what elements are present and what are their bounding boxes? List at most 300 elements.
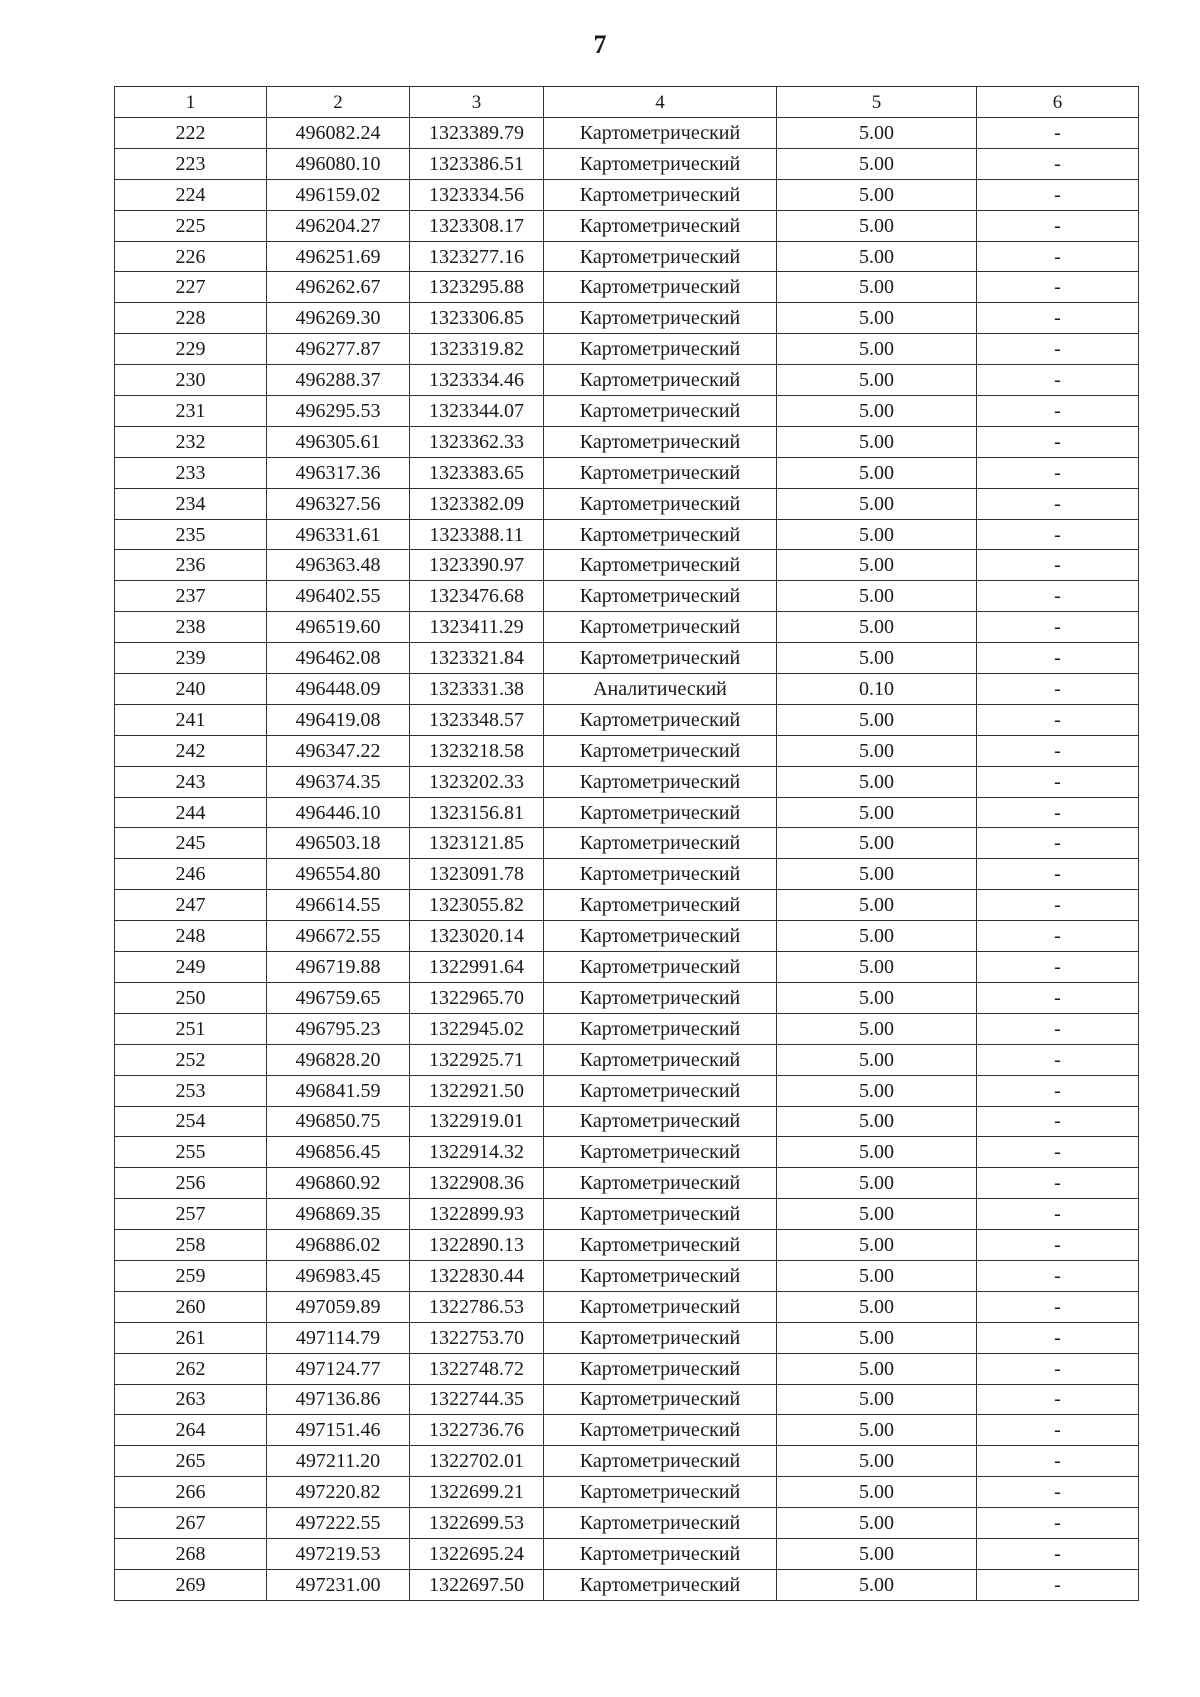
cell-point-number: 232 [115,426,267,457]
cell-point-number: 239 [115,643,267,674]
cell-note: - [977,952,1139,983]
cell-coordinate-x: 496841.59 [267,1075,410,1106]
cell-coordinate-x: 496082.24 [267,118,410,149]
cell-note: - [977,1384,1139,1415]
cell-coordinate-y: 1323334.46 [410,365,544,396]
cell-method: Картометрический [544,1075,777,1106]
cell-method: Картометрический [544,921,777,952]
cell-method: Картометрический [544,1477,777,1508]
header-row [115,87,1139,118]
cell-method: Картометрический [544,1508,777,1539]
cell-note: - [977,396,1139,427]
cell-point-number: 231 [115,396,267,427]
cell-coordinate-y: 1323334.56 [410,179,544,210]
table-row [115,1199,1139,1230]
cell-accuracy: 5.00 [777,118,977,149]
cell-point-number: 267 [115,1508,267,1539]
table-row [115,519,1139,550]
cell-coordinate-y: 1323218.58 [410,735,544,766]
cell-method: Картометрический [544,1199,777,1230]
table-row [115,1075,1139,1106]
cell-coordinate-y: 1323321.84 [410,643,544,674]
cell-accuracy: 5.00 [777,396,977,427]
cell-coordinate-x: 497231.00 [267,1569,410,1600]
cell-point-number: 246 [115,859,267,890]
cell-coordinate-y: 1322699.53 [410,1508,544,1539]
cell-coordinate-y: 1323386.51 [410,148,544,179]
cell-accuracy: 5.00 [777,952,977,983]
cell-accuracy: 5.00 [777,890,977,921]
table-row [115,581,1139,612]
cell-method: Картометрический [544,179,777,210]
cell-point-number: 262 [115,1353,267,1384]
cell-note: - [977,1106,1139,1137]
column-header-1: 1 [115,87,267,118]
cell-note: - [977,674,1139,705]
cell-method: Картометрический [544,1168,777,1199]
cell-coordinate-x: 496402.55 [267,581,410,612]
cell-note: - [977,1199,1139,1230]
cell-coordinate-x: 496856.45 [267,1137,410,1168]
table-row [115,1508,1139,1539]
cell-method: Картометрический [544,828,777,859]
cell-note: - [977,1013,1139,1044]
cell-coordinate-y: 1322919.01 [410,1106,544,1137]
table-row [115,982,1139,1013]
cell-coordinate-y: 1322695.24 [410,1538,544,1569]
cell-point-number: 237 [115,581,267,612]
cell-note: - [977,148,1139,179]
cell-coordinate-x: 496374.35 [267,766,410,797]
cell-accuracy: 5.00 [777,1013,977,1044]
cell-point-number: 233 [115,457,267,488]
cell-method: Картометрический [544,550,777,581]
cell-accuracy: 5.00 [777,365,977,396]
cell-coordinate-y: 1323348.57 [410,704,544,735]
cell-coordinate-x: 496204.27 [267,210,410,241]
table-row [115,1168,1139,1199]
cell-accuracy: 5.00 [777,704,977,735]
cell-accuracy: 5.00 [777,1538,977,1569]
cell-coordinate-y: 1323411.29 [410,612,544,643]
cell-coordinate-x: 497136.86 [267,1384,410,1415]
cell-point-number: 258 [115,1230,267,1261]
cell-method: Картометрический [544,210,777,241]
table-body [115,118,1139,1601]
cell-method: Картометрический [544,118,777,149]
cell-coordinate-y: 1322786.53 [410,1291,544,1322]
cell-coordinate-y: 1323295.88 [410,272,544,303]
cell-note: - [977,334,1139,365]
cell-accuracy: 5.00 [777,210,977,241]
table-row [115,1446,1139,1477]
cell-point-number: 229 [115,334,267,365]
cell-coordinate-y: 1322899.93 [410,1199,544,1230]
cell-point-number: 243 [115,766,267,797]
cell-note: - [977,1508,1139,1539]
cell-accuracy: 5.00 [777,797,977,828]
cell-point-number: 228 [115,303,267,334]
cell-point-number: 259 [115,1260,267,1291]
cell-coordinate-x: 496503.18 [267,828,410,859]
cell-method: Картометрический [544,766,777,797]
cell-coordinate-y: 1323020.14 [410,921,544,952]
cell-note: - [977,272,1139,303]
cell-point-number: 253 [115,1075,267,1106]
cell-point-number: 252 [115,1044,267,1075]
cell-point-number: 245 [115,828,267,859]
cell-note: - [977,1446,1139,1477]
cell-coordinate-x: 496672.55 [267,921,410,952]
cell-coordinate-x: 496159.02 [267,179,410,210]
cell-coordinate-x: 496519.60 [267,612,410,643]
table-row [115,612,1139,643]
cell-accuracy: 5.00 [777,488,977,519]
table-row [115,457,1139,488]
cell-method: Аналитический [544,674,777,705]
cell-note: - [977,1569,1139,1600]
cell-accuracy: 5.00 [777,1137,977,1168]
cell-accuracy: 5.00 [777,643,977,674]
cell-accuracy: 5.00 [777,334,977,365]
cell-coordinate-x: 496446.10 [267,797,410,828]
cell-method: Картометрический [544,581,777,612]
cell-coordinate-y: 1322753.70 [410,1322,544,1353]
cell-method: Картометрический [544,1384,777,1415]
cell-note: - [977,921,1139,952]
table-row [115,118,1139,149]
cell-accuracy: 5.00 [777,1199,977,1230]
cell-coordinate-y: 1322890.13 [410,1230,544,1261]
cell-method: Картометрический [544,272,777,303]
cell-method: Картометрический [544,1322,777,1353]
table-row [115,921,1139,952]
cell-accuracy: 5.00 [777,1260,977,1291]
cell-method: Картометрический [544,241,777,272]
cell-point-number: 265 [115,1446,267,1477]
cell-note: - [977,1538,1139,1569]
cell-coordinate-x: 497114.79 [267,1322,410,1353]
table-row [115,426,1139,457]
cell-accuracy: 5.00 [777,1075,977,1106]
table-row [115,1477,1139,1508]
cell-point-number: 225 [115,210,267,241]
cell-accuracy: 5.00 [777,1044,977,1075]
cell-accuracy: 5.00 [777,735,977,766]
cell-note: - [977,1353,1139,1384]
cell-coordinate-x: 496795.23 [267,1013,410,1044]
cell-accuracy: 5.00 [777,457,977,488]
cell-point-number: 250 [115,982,267,1013]
cell-coordinate-x: 496080.10 [267,148,410,179]
cell-note: - [977,1230,1139,1261]
table-row [115,148,1139,179]
cell-coordinate-x: 497220.82 [267,1477,410,1508]
cell-note: - [977,179,1139,210]
cell-coordinate-y: 1322945.02 [410,1013,544,1044]
cell-coordinate-y: 1323156.81 [410,797,544,828]
cell-coordinate-y: 1322699.21 [410,1477,544,1508]
cell-point-number: 255 [115,1137,267,1168]
cell-coordinate-y: 1323306.85 [410,303,544,334]
cell-method: Картометрический [544,704,777,735]
cell-method: Картометрический [544,797,777,828]
cell-accuracy: 5.00 [777,982,977,1013]
cell-coordinate-x: 496759.65 [267,982,410,1013]
cell-point-number: 238 [115,612,267,643]
cell-accuracy: 5.00 [777,272,977,303]
table-row [115,674,1139,705]
cell-note: - [977,1415,1139,1446]
cell-accuracy: 5.00 [777,1291,977,1322]
table-row [115,1230,1139,1261]
cell-note: - [977,704,1139,735]
cell-coordinate-x: 496327.56 [267,488,410,519]
cell-coordinate-y: 1322744.35 [410,1384,544,1415]
cell-note: - [977,1168,1139,1199]
column-header-6: 6 [977,87,1139,118]
cell-coordinate-y: 1323091.78 [410,859,544,890]
cell-note: - [977,457,1139,488]
cell-note: - [977,982,1139,1013]
table-row [115,396,1139,427]
table-row [115,1260,1139,1291]
table-row [115,1415,1139,1446]
cell-point-number: 240 [115,674,267,705]
cell-note: - [977,643,1139,674]
cell-point-number: 241 [115,704,267,735]
cell-note: - [977,550,1139,581]
cell-coordinate-x: 496828.20 [267,1044,410,1075]
table-row [115,179,1139,210]
cell-coordinate-y: 1322925.71 [410,1044,544,1075]
cell-point-number: 268 [115,1538,267,1569]
table-row [115,1013,1139,1044]
cell-method: Картометрический [544,1137,777,1168]
cell-point-number: 251 [115,1013,267,1044]
cell-coordinate-x: 496262.67 [267,272,410,303]
cell-coordinate-y: 1323476.68 [410,581,544,612]
cell-method: Картометрический [544,1538,777,1569]
cell-point-number: 249 [115,952,267,983]
cell-note: - [977,890,1139,921]
cell-coordinate-y: 1322921.50 [410,1075,544,1106]
cell-method: Картометрический [544,1013,777,1044]
cell-method: Картометрический [544,1260,777,1291]
page-number: 7 [593,30,607,59]
cell-coordinate-y: 1323389.79 [410,118,544,149]
cell-coordinate-x: 496331.61 [267,519,410,550]
table-row [115,1538,1139,1569]
cell-coordinate-y: 1323308.17 [410,210,544,241]
cell-coordinate-y: 1322748.72 [410,1353,544,1384]
table-row [115,272,1139,303]
table-row [115,1569,1139,1600]
cell-coordinate-x: 497222.55 [267,1508,410,1539]
cell-coordinate-y: 1323331.38 [410,674,544,705]
table-row [115,241,1139,272]
cell-coordinate-y: 1323388.11 [410,519,544,550]
table-row [115,1353,1139,1384]
table-row [115,488,1139,519]
cell-accuracy: 5.00 [777,179,977,210]
cell-accuracy: 5.00 [777,1230,977,1261]
cell-method: Картометрический [544,148,777,179]
cell-point-number: 223 [115,148,267,179]
cell-note: - [977,210,1139,241]
cell-accuracy: 5.00 [777,519,977,550]
cell-point-number: 248 [115,921,267,952]
table-row [115,643,1139,674]
cell-point-number: 260 [115,1291,267,1322]
cell-note: - [977,303,1139,334]
cell-point-number: 269 [115,1569,267,1600]
cell-point-number: 266 [115,1477,267,1508]
cell-method: Картометрический [544,643,777,674]
cell-coordinate-x: 496295.53 [267,396,410,427]
cell-coordinate-x: 496305.61 [267,426,410,457]
table-row [115,550,1139,581]
column-header-5: 5 [777,87,977,118]
cell-method: Картометрический [544,365,777,396]
cell-note: - [977,1291,1139,1322]
cell-method: Картометрический [544,1353,777,1384]
cell-coordinate-y: 1323382.09 [410,488,544,519]
cell-method: Картометрический [544,303,777,334]
cell-note: - [977,1044,1139,1075]
cell-accuracy: 5.00 [777,1415,977,1446]
cell-accuracy: 5.00 [777,612,977,643]
cell-point-number: 235 [115,519,267,550]
cell-note: - [977,859,1139,890]
cell-coordinate-x: 496317.36 [267,457,410,488]
table-row [115,210,1139,241]
cell-coordinate-x: 496614.55 [267,890,410,921]
cell-coordinate-y: 1322914.32 [410,1137,544,1168]
cell-accuracy: 5.00 [777,241,977,272]
cell-coordinate-y: 1322697.50 [410,1569,544,1600]
cell-point-number: 222 [115,118,267,149]
cell-coordinate-y: 1323390.97 [410,550,544,581]
column-header-2: 2 [267,87,410,118]
table-row [115,766,1139,797]
cell-point-number: 263 [115,1384,267,1415]
cell-coordinate-x: 497059.89 [267,1291,410,1322]
cell-accuracy: 5.00 [777,303,977,334]
table-row [115,890,1139,921]
cell-method: Картометрический [544,982,777,1013]
table-row [115,828,1139,859]
table-row [115,952,1139,983]
cell-accuracy: 5.00 [777,426,977,457]
cell-coordinate-x: 497219.53 [267,1538,410,1569]
cell-method: Картометрический [544,1044,777,1075]
cell-point-number: 257 [115,1199,267,1230]
cell-coordinate-y: 1323319.82 [410,334,544,365]
cell-method: Картометрический [544,334,777,365]
cell-coordinate-x: 496251.69 [267,241,410,272]
cell-coordinate-y: 1323202.33 [410,766,544,797]
table-row [115,1106,1139,1137]
cell-note: - [977,1477,1139,1508]
cell-note: - [977,118,1139,149]
cell-note: - [977,1075,1139,1106]
cell-point-number: 236 [115,550,267,581]
cell-point-number: 234 [115,488,267,519]
cell-method: Картометрический [544,859,777,890]
cell-coordinate-y: 1322991.64 [410,952,544,983]
cell-coordinate-x: 496860.92 [267,1168,410,1199]
cell-accuracy: 5.00 [777,1322,977,1353]
column-header-3: 3 [410,87,544,118]
cell-method: Картометрический [544,1291,777,1322]
cell-note: - [977,612,1139,643]
cell-coordinate-y: 1322702.01 [410,1446,544,1477]
column-header-4: 4 [544,87,777,118]
cell-point-number: 256 [115,1168,267,1199]
cell-accuracy: 5.00 [777,148,977,179]
cell-accuracy: 5.00 [777,921,977,952]
cell-method: Картометрический [544,1446,777,1477]
cell-point-number: 247 [115,890,267,921]
cell-accuracy: 5.00 [777,766,977,797]
cell-method: Картометрический [544,1106,777,1137]
cell-method: Картометрический [544,1230,777,1261]
cell-coordinate-x: 496850.75 [267,1106,410,1137]
cell-accuracy: 5.00 [777,859,977,890]
cell-note: - [977,488,1139,519]
cell-point-number: 254 [115,1106,267,1137]
cell-note: - [977,735,1139,766]
coordinates-table [114,86,1139,1601]
cell-coordinate-y: 1322965.70 [410,982,544,1013]
cell-method: Картометрический [544,426,777,457]
cell-accuracy: 5.00 [777,1106,977,1137]
cell-coordinate-x: 496363.48 [267,550,410,581]
cell-method: Картометрический [544,735,777,766]
cell-coordinate-y: 1323121.85 [410,828,544,859]
cell-coordinate-x: 496347.22 [267,735,410,766]
cell-coordinate-x: 496269.30 [267,303,410,334]
cell-coordinate-x: 496288.37 [267,365,410,396]
cell-coordinate-x: 496554.80 [267,859,410,890]
table-row [115,303,1139,334]
cell-coordinate-y: 1323362.33 [410,426,544,457]
cell-point-number: 230 [115,365,267,396]
cell-coordinate-y: 1322830.44 [410,1260,544,1291]
table-row [115,1137,1139,1168]
cell-note: - [977,581,1139,612]
cell-coordinate-y: 1323055.82 [410,890,544,921]
cell-accuracy: 0.10 [777,674,977,705]
table-row [115,1384,1139,1415]
cell-coordinate-y: 1323344.07 [410,396,544,427]
cell-method: Картометрический [544,952,777,983]
cell-accuracy: 5.00 [777,550,977,581]
table-header [115,87,1139,118]
cell-note: - [977,766,1139,797]
cell-method: Картометрический [544,1415,777,1446]
cell-method: Картометрический [544,488,777,519]
cell-coordinate-y: 1323383.65 [410,457,544,488]
cell-coordinate-x: 497124.77 [267,1353,410,1384]
cell-coordinate-x: 496886.02 [267,1230,410,1261]
cell-note: - [977,1322,1139,1353]
table-row [115,797,1139,828]
cell-point-number: 264 [115,1415,267,1446]
cell-note: - [977,1137,1139,1168]
cell-coordinate-x: 496462.08 [267,643,410,674]
